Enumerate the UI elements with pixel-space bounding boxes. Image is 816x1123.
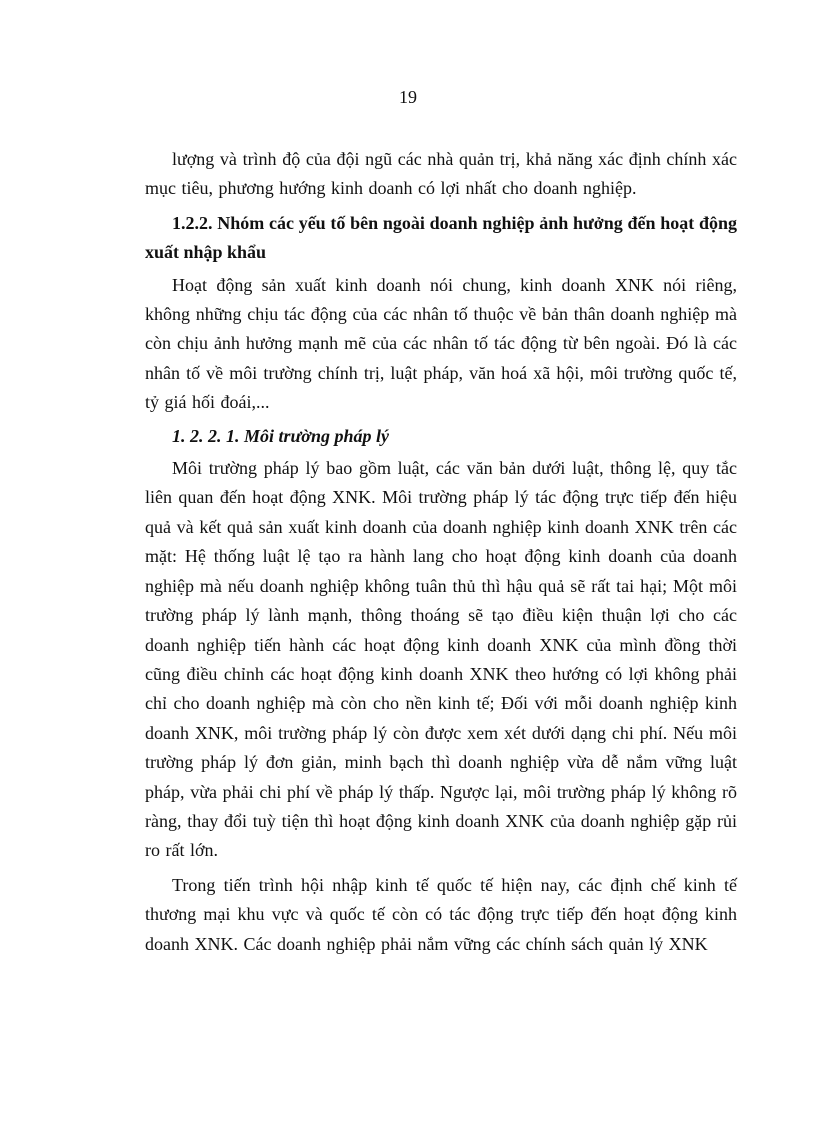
page-number: 19 (399, 87, 417, 107)
paragraph-continuation: lượng và trình độ của đội ngũ các nhà quản trị, khả năng xác định chính xác mục tiêu, phương hướng kinh doanh có lợi nhất cho doanh nghiệp. (145, 149, 737, 199)
paragraph-integration: Trong tiến trình hội nhập kinh tế quốc tế hiện nay, các định chế kinh tế thương mại khu vực và quốc tế còn có tác động trực tiếp đến hoạt động kinh doanh XNK. Các doanh nghiệp phải nắm vững các chính sách quản lý XNK (145, 874, 737, 954)
document-body (145, 145, 737, 959)
subsection-heading-legal-environment: 1. 2. 2. 1. Môi trường pháp lý (172, 425, 389, 446)
section-heading-1-2-2: 1.2.2. Nhóm các yếu tố bên ngoài doanh nghiệp ảnh hưởng đến hoạt động xuất nhập khẩu (145, 212, 737, 263)
paragraph-legal-environment: Môi trường pháp lý bao gồm luật, các văn bản dưới luật, thông lệ, quy tắc liên quan đến hoạt động XNK. Môi trường pháp lý tác động trực tiếp đến hiệu quả và kết quả sản xuất kinh doanh của doanh nghiệp kinh doanh XNK trên các mặt: Hệ thống luật lệ tạo ra hành lang cho hoạt động kinh doanh của doanh nghiệp mà nếu doanh nghiệp không tuân thủ thì hậu quả sẽ rất tai hại; Một môi trường pháp lý lành mạnh, thông thoáng sẽ tạo điều kiện thuận lợi cho các doanh nghiệp tiến hành các hoạt động kinh doanh XNK của mình đồng thời cũng điều chỉnh các hoạt động kinh doanh XNK theo hướng có lợi không phải chỉ cho doanh nghiệp mà còn cho nền kinh tế; Đối với mỗi doanh nghiệp kinh doanh XNK, môi trường pháp lý còn được xem xét dưới dạng chi phí. Nếu môi trường pháp lý đơn giản, minh bạch thì doanh nghiệp vừa dễ nắm vững luật pháp, vừa phải chi phí về pháp lý thấp. Ngược lại, môi trường pháp lý không rõ ràng, thay đổi tuỳ tiện thì hoạt động kinh doanh XNK của doanh nghiệp gặp rủi ro rất lớn. (145, 458, 737, 861)
paragraph-external-factors: Hoạt động sản xuất kinh doanh nói chung, kinh doanh XNK nói riêng, không những chịu tác động của các nhân tố thuộc về bản thân doanh nghiệp mà còn chịu ảnh hưởng mạnh mẽ của các nhân tố tác động từ bên ngoài. Đó là các nhân tố về môi trường chính trị, luật pháp, văn hoá xã hội, môi trường quốc tế, tỷ giá hối đoái,... (145, 274, 737, 413)
